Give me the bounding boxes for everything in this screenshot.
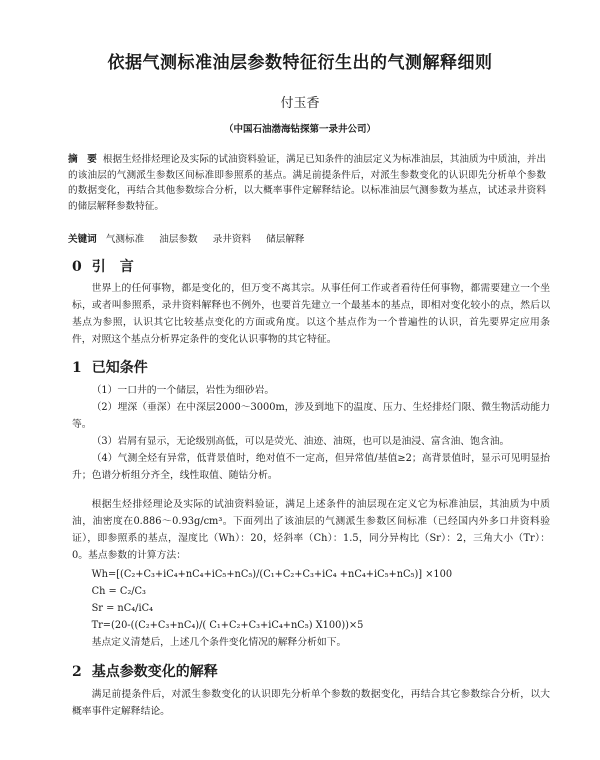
section-number: 0 bbox=[72, 259, 82, 275]
section-title: 引 言 bbox=[91, 259, 134, 275]
keywords-label: 关键词 bbox=[68, 234, 97, 245]
abstract bbox=[68, 152, 546, 214]
formula: Wh=[(C₂+C₃+iC₄+nC₄+iC₅+nC₅)/(C₁+C₂+C₃+iC₄ +nC₄+iC₅+nC₅)] ×100 bbox=[91, 569, 453, 580]
condition-item: （3）岩屑有显示，无论级别高低，可以是荧光、油迹、油斑，也可以是油浸、富含油、饱含油。 bbox=[91, 436, 510, 447]
section-1-heading bbox=[72, 357, 148, 377]
section-number: 2 bbox=[72, 664, 82, 680]
paper-affiliation: （中国石油渤海钻探第一录井公司） bbox=[223, 124, 376, 135]
condition-item: （2）埋深（垂深）在中深层2000～3000m，涉及到地下的温度、压力、生烃排烃门限、微生物活动能力等。 bbox=[72, 402, 550, 430]
condition-item: （4）气测全烃有异常，低背景值时，绝对值不一定高，但异常值/基值≥2；高背景值时，显示可见明显抬升；色谱分析组分齐全，线性取值、随钻分析。 bbox=[72, 453, 550, 481]
keyword: 气测标准 bbox=[105, 234, 145, 245]
abstract-text: 根据生烃排烃理论及实际的试油资料验证，满足已知条件的油层定义为标准油层，其油质为中质油，并出的该油层的气测派生参数区间标准即参照系的基点。满足前提条件后，对派生参数变化的认识即先分析单个参数的数据变化，再结合其他参数综合分析，以大概率事件定解释结论。以标准油层气测参数为基点，试述录井资料的储层解释参数特征。 bbox=[68, 154, 547, 212]
formula: Tr=(20-((C₂+C₃+nC₄)/( C₁+C₂+C₃+iC₄+nC₅) X100))×5 bbox=[91, 620, 364, 631]
formula: Sr = nC₄/iC₄ bbox=[91, 603, 154, 614]
section-2-heading bbox=[72, 661, 218, 681]
keyword: 储层解释 bbox=[266, 234, 305, 245]
keyword: 录井资料 bbox=[212, 234, 252, 245]
keywords bbox=[68, 232, 546, 248]
section-title: 基点参数变化的解释 bbox=[91, 664, 218, 680]
paper-author: 付玉香 bbox=[280, 96, 320, 111]
section-0-text: 世界上的任何事物，都是变化的，但万变不离其宗。从事任何工作或者看待任何事物，都需要建立一个坐标，或者叫参照系，录井资料解释也不例外，也要首先建立一个最基本的基点，即相对变化较小的点，然后以基点为参照，认识其它比较基点变化的方面或角度。以这个基点作为一个普遍性的认识，首先要界定应用条件，对照这个基点分析界定条件的变化认识事物的其它特征。 bbox=[72, 283, 550, 345]
keyword: 油层参数 bbox=[159, 234, 198, 245]
section-0-heading bbox=[72, 256, 134, 276]
section-number: 1 bbox=[72, 360, 82, 376]
section-1-paragraph: 根据生烃排烃理论及实际的试油资料验证，满足上述条件的油层现在定义它为标准油层，其油质为中质油，油密度在0.886～0.93g/cm³。下面列出了该油层的气测派生参数区间标准（已经国内外多口井资料验证），即参照系的基点，湿度比（Wh）：20，烃斜率（Ch）：1.5，同分异构比（Sr）：2，三角大小（Tr）：0。基点参数的计算方法： bbox=[72, 499, 550, 561]
section-2-text: 满足前提条件后，对派生参数变化的认识即先分析单个参数的数据变化，再结合其它参数综合分析，以大概率事件定解释结论。 bbox=[72, 689, 550, 717]
abstract-label: 摘 要 bbox=[68, 154, 97, 165]
condition-item: （1）一口井的一个储层，岩性为细砂岩。 bbox=[91, 385, 275, 396]
formula: Ch = C₂/C₃ bbox=[91, 586, 146, 597]
formula-closing: 基点定义清楚后，上述几个条件变化情况的解释分析如下。 bbox=[91, 637, 347, 648]
formula-block bbox=[72, 566, 550, 651]
paper-title: 依据气测标准油层参数特征衍生出的气测解释细则 bbox=[107, 53, 493, 73]
section-title: 已知条件 bbox=[91, 360, 148, 376]
conditions-list bbox=[72, 382, 550, 484]
